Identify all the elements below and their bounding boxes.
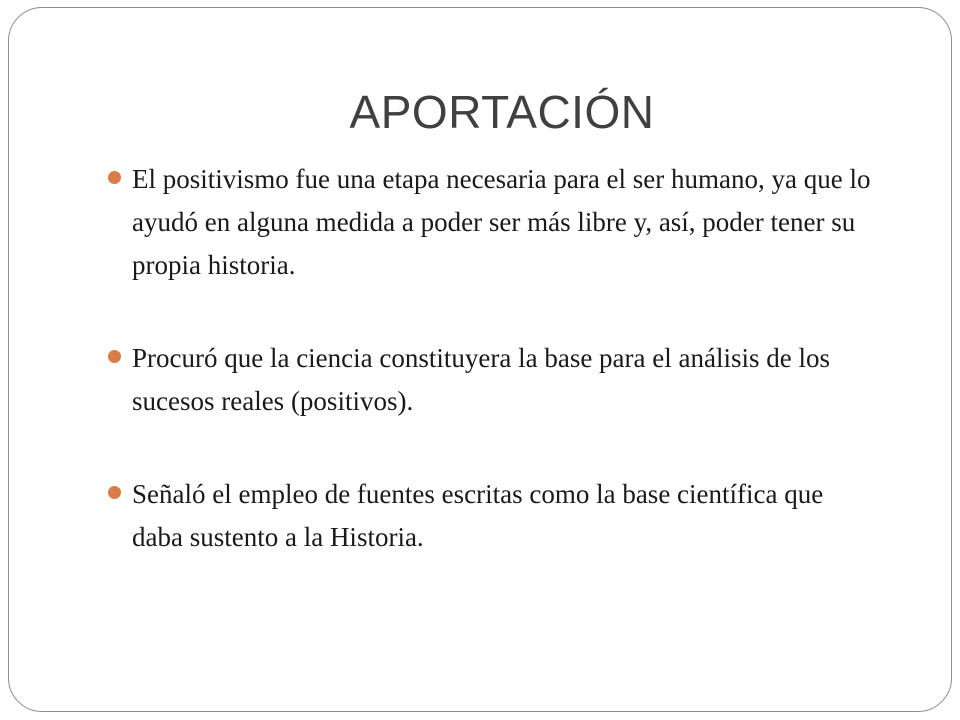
- bullet-dot-icon: [108, 486, 121, 499]
- slide-title: APORTACIÓN: [349, 86, 655, 138]
- bullet-item-3: [104, 473, 874, 559]
- bullet-item-1: [104, 158, 874, 287]
- bullet-dot-icon: [108, 350, 121, 363]
- bullet-text-3: Señaló el empleo de fuentes escritas como la base científica que daba sustento a la Historia.: [132, 479, 824, 552]
- bullet-dot-icon: [108, 171, 121, 184]
- bullet-list: [104, 158, 874, 559]
- bullet-item-2: [104, 337, 874, 423]
- bullet-text-1: El positivismo fue una etapa necesaria para el ser humano, ya que lo ayudó en alguna medida a poder ser más libre y, así, poder tener su propia historia.: [132, 164, 871, 280]
- bullet-text-2: Procuró que la ciencia constituyera la base para el análisis de los sucesos reales (positivos).: [132, 343, 830, 416]
